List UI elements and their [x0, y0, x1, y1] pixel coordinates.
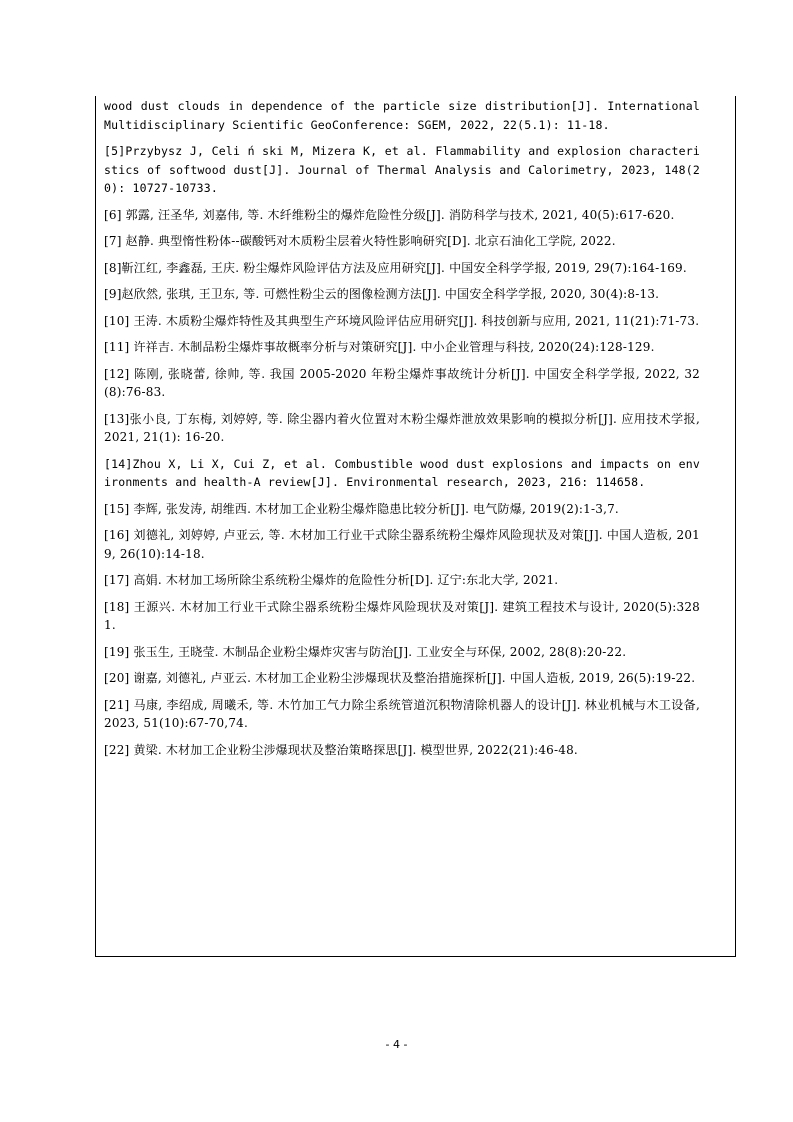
- reference-entry: [12] 陈刚, 张晓蕾, 徐帅, 等. 我国 2005-2020 年粉尘爆炸事故统计分析[J]. 中国安全科学学报, 2022, 32(8):76-83.: [104, 366, 700, 399]
- reference-entry: [20] 谢嘉, 刘德礼, 卢亚云. 木材加工企业粉尘涉爆现状及整治措施探析[J]. 中国人造板, 2019, 26(5):19-22.: [104, 671, 696, 685]
- reference-entry: [17] 高娟. 木材加工场所除尘系统粉尘爆炸的危险性分析[D]. 辽宁:东北大学, 2021.: [104, 573, 559, 587]
- reference-entry: [11] 许祥吉. 木制品粉尘爆炸事故概率分析与对策研究[J]. 中小企业管理与科技, 2020(24):128-129.: [104, 340, 655, 354]
- reference-entry: [19] 张玉生, 王晓莹. 木制品企业粉尘爆炸灾害与防治[J]. 工业安全与环保, 2002, 28(8):20-22.: [104, 644, 627, 659]
- reference-entry: [15] 李辉, 张发涛, 胡维西. 木材加工企业粉尘爆炸隐患比较分析[J]. 电气防爆, 2019(2):1-3,7.: [104, 501, 619, 516]
- reference-entry: [10] 王涛. 木质粉尘爆炸特性及其典型生产环境风险评估应用研究[J]. 科技创新与应用, 2021, 11(21):71-73.: [104, 313, 700, 328]
- reference-entry: [16] 刘德礼, 刘婷婷, 卢亚云, 等. 木材加工行业干式除尘器系统粉尘爆炸风险现状及对策[J]. 中国人造板, 2019, 26(10):14-18.: [104, 528, 700, 561]
- reference-entry: [7] 赵静. 典型惰性粉体--碳酸钙对木质粉尘层着火特性影响研究[D]. 北京石油化工学院, 2022.: [104, 234, 616, 248]
- reference-entry: [8]靳江红, 李鑫磊, 王庆. 粉尘爆炸风险评估方法及应用研究[J]. 中国安全科学学报, 2019, 29(7):164-169.: [104, 260, 687, 275]
- reference-entry: [13]张小良, 丁东梅, 刘婷婷, 等. 除尘器内着火位置对木粉尘爆炸泄放效果影响的模拟分析[J]. 应用技术学报, 2021, 21(1): 16-20.: [104, 411, 700, 444]
- reference-entry: [9]赵欣然, 张琪, 王卫东, 等. 可燃性粉尘云的图像检测方法[J]. 中国安全科学学报, 2020, 30(4):8-13.: [104, 287, 660, 301]
- reference-entry: [18] 王源兴. 木材加工行业干式除尘器系统粉尘爆炸风险现状及对策[J]. 建筑工程技术与设计, 2020(5):3281.: [104, 599, 700, 632]
- reference-entry: [14]Zhou X, Li X, Cui Z, et al. Combustible wood dust explosions and impacts on environments and health-A review[J]. Environmental research, 2023, 216: 114658.: [104, 456, 700, 489]
- reference-entry: [5]Przybysz J, Celi ń ski M, Mizera K, et al. Flammability and explosion characteristics of softwood dust[J]. Journal of Thermal Analysis and Calorimetry, 2023, 148(20): 10727-10733.: [104, 144, 700, 195]
- reference-entry: [22] 黄梁. 木材加工企业粉尘涉爆现状及整治策略探思[J]. 模型世界, 2022(21):46-48.: [104, 742, 578, 757]
- reference-entry: [6] 郭露, 汪圣华, 刘嘉伟, 等. 木纤维粉尘的爆炸危险性分级[J]. 消防科学与技术, 2021, 40(5):617-620.: [104, 207, 675, 222]
- page-number: - 4 -: [385, 1038, 408, 1051]
- reference-entry: [21] 马康, 李绍成, 周曦禾, 等. 木竹加工气力除尘系统管道沉积物清除机器人的设计[J]. 林业机械与木工设备, 2023, 51(10):67-70,74.: [104, 697, 700, 730]
- reference-list: [104, 97, 700, 767]
- reference-entry: wood dust clouds in dependence of the particle size distribution[J]. International Multidisciplinary Scientific GeoConference: SGEM, 2022, 22(5.1): 11-18.: [104, 99, 700, 132]
